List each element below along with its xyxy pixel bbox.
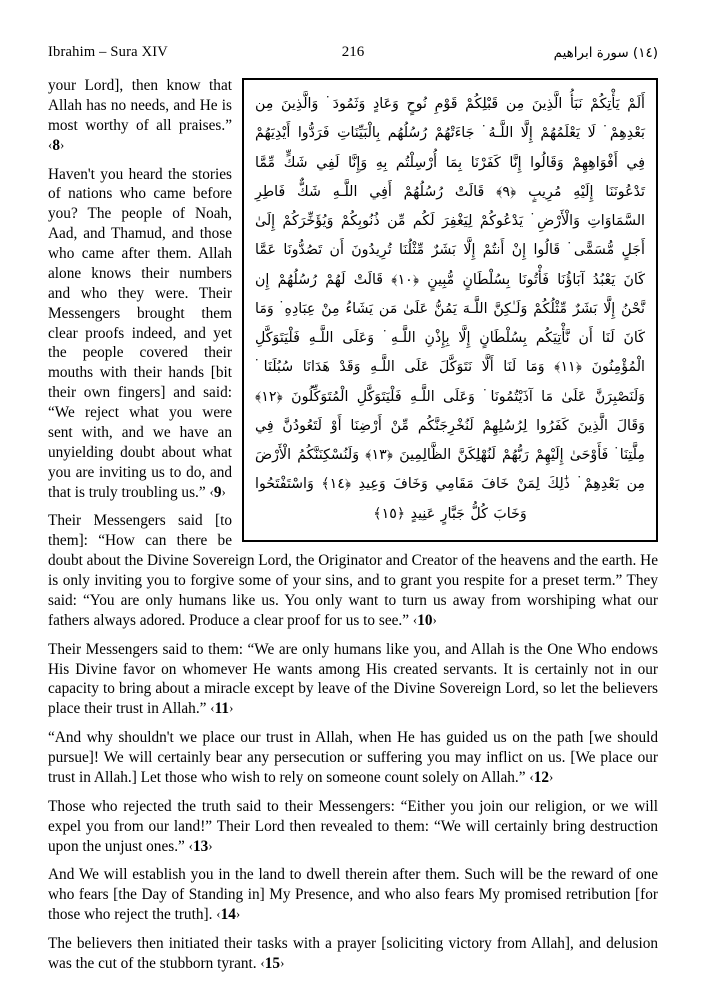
paragraph-text: And We will establish you in the land to dwell therein after them. Such will be the reward of one who fears [the Day of Standing in] My Presence, and who also fears My promised retribution [for those who reject the truth]. bbox=[48, 866, 658, 924]
paragraph-text: Those who rejected the truth said to their Messengers: “Either you join our religion, or we will expel you from our land!” Their Lord then revealed to them: “We will certainly bring destruction upon the unjust ones.” bbox=[48, 797, 658, 855]
verse-number-marker: ‹13› bbox=[188, 837, 213, 855]
arabic-quran-text bbox=[255, 90, 645, 529]
para-verse-13 bbox=[48, 797, 658, 857]
para-verse-11 bbox=[48, 640, 658, 720]
verse-number-marker: ‹12› bbox=[529, 768, 554, 786]
para-verse-14 bbox=[48, 865, 658, 925]
header-page-number: 216 bbox=[341, 44, 365, 60]
paragraph-text: Their Messengers said to them: “We are only humans like you, and Allah is the One Who endows His Divine favor on whomever He wants among His created servants. It is certainly not in our capacity to bring about a miracle except by leave of the Divine Sovereign Lord, so let the believers place their trust in Allah.” bbox=[48, 640, 658, 718]
verse-number-marker: ‹9› bbox=[209, 483, 226, 501]
verse-number-marker: ‹11› bbox=[210, 700, 234, 718]
paragraph-text: “And why shouldn't we place our trust in Allah, when He has guided us on the path [we should pursue]! We will certainly bear any persecution or suffering you may inflict on us. [We place our trust in Allah.] Let those who wish to rely on someone count solely on Allah.” bbox=[48, 729, 658, 786]
paragraph-text: Haven't you heard the stories of nations who came before you? The people of Noah, Aad, and Thamud, and those who came after them. Allah alone knows their numbers and who they were. Their Messengers brought them clear proofs indeed, and yet the people covered their mouths with their hands [bit their own fingers] and said: “We reject what you were sent with, and we have an unyielding doubt about what you are inviting us to do, and that is truly troubling us.” bbox=[48, 165, 232, 501]
verse-number-marker: ‹10› bbox=[412, 611, 437, 629]
header-arabic-sura-title: (١٤) سورة ابراهيم bbox=[553, 45, 658, 61]
arabic-text-run: أَلَمْ يَأْتِكُمْ نَبَأُ الَّذِينَ مِن قَبْلِكُمْ قَوْمِ نُوحٍ وَعَادٍ وَثَمُودَ ۬ وَالَّذِينَ مِن بَعْدِهِمْ ۬ لَا يَعْلَمُهُمْ إِلَّا اللَّـهُ ۬ جَاءَتْهُمْ رُسُلُهُم بِالْبَيِّنَاتِ فَرَدُّوا أَيْدِيَهُمْ فِي أَفْوَاهِهِمْ وَقَالُوا إِنَّا كَفَرْنَا بِمَا أُرْسِلْتُم بِهِ وَإِنَّا لَفِي شَكٍّ مِّمَّا تَدْعُونَنَا إِلَيْهِ مُرِيبٍ ﴿٩﴾ قَالَتْ رُسُلُهُمْ أَفِي اللَّـهِ شَكٌّ فَاطِرِ السَّمَاوَاتِ وَالْأَرْضِ ۬ يَدْعُوكُمْ لِيَغْفِرَ لَكُم مِّن ذُنُوبِكُمْ وَيُؤَخِّرَكُمْ إِلَىٰ أَجَلٍ مُّسَمًّى ۬ قَالُوا إِنْ أَنتُمْ إِلَّا بَشَرٌ مِّثْلُنَا تُرِيدُونَ أَن تَصُدُّونَا عَمَّا كَانَ يَعْبُدُ آبَاؤُنَا فَأْتُونَا بِسُلْطَانٍ مُّبِينٍ ﴿١٠﴾ قَالَتْ لَهُمْ رُسُلُهُمْ إِن نَّحْنُ إِلَّا بَشَرٌ مِّثْلُكُمْ وَلَـٰكِنَّ اللَّـهَ يَمُنُّ عَلَىٰ مَن يَشَاءُ مِنْ عِبَادِهِ ۬ وَمَا كَانَ لَنَا أَن نَّأْتِيَكُم بِسُلْطَانٍ إِلَّا بِإِذْنِ اللَّـهِ ۬ وَعَلَى اللَّـهِ فَلْيَتَوَكَّلِ الْمُؤْمِنُونَ ﴿١١﴾ وَمَا لَنَا أَلَّا نَتَوَكَّلَ عَلَى اللَّـهِ وَقَدْ هَدَانَا سُبُلَنَا ۬ وَلَنَصْبِرَنَّ عَلَىٰ مَا آذَيْتُمُونَا ۬ وَعَلَى اللَّـهِ فَلْيَتَوَكَّلِ الْمُتَوَكِّلُونَ ﴿١٢﴾ وَقَالَ الَّذِينَ كَفَرُوا لِرُسُلِهِمْ لَنُخْرِجَنَّكُم مِّنْ أَرْضِنَا أَوْ لَتَعُودُنَّ فِي مِلَّتِنَا ۬ فَأَوْحَىٰ إِلَيْهِمْ رَبُّهُمْ لَنُهْلِكَنَّ الظَّالِمِينَ ﴿١٣﴾ وَلَنُسْكِنَنَّكُمُ الْأَرْضَ مِن بَعْدِهِمْ ۬ ذَٰلِكَ لِمَنْ خَافَ مَقَامِي وَخَافَ وَعِيدِ ﴿١٤﴾ وَاسْتَفْتَحُوا وَخَابَ كُلُّ جَبَّارٍ عَنِيدٍ ﴿١٥﴾ bbox=[255, 96, 645, 522]
page-content bbox=[48, 76, 658, 974]
paragraph-text: Their Messengers said [to them]: “How can there be doubt about the Divine Sovereign Lord, the Originator and Creator of the heavens and the earth. He is only inviting you to forgive some of your sins, and to grant you respite for a preset term.” They said: “You are only humans like us. You only want to turn us away from worshiping what our fathers always adored. Produce a clear proof for us to see.” bbox=[48, 512, 658, 629]
paragraph-text: your Lord], then know that Allah has no needs, and He is most worthy of all praises.” bbox=[48, 77, 232, 134]
arabic-quran-box bbox=[242, 78, 658, 542]
para-verse-15 bbox=[48, 934, 658, 974]
para-verse-12 bbox=[48, 728, 658, 788]
verse-number-marker: ‹8› bbox=[48, 136, 65, 154]
verse-number-marker: ‹14› bbox=[216, 906, 241, 924]
verse-number-marker: ‹15› bbox=[260, 954, 285, 972]
header-sura-title: Ibrahim – Sura XIV bbox=[48, 44, 168, 60]
paragraph-text: The believers then initiated their tasks with a prayer [soliciting victory from Allah], and delusion was the cut of the stubborn tyrant. bbox=[48, 935, 658, 972]
running-header bbox=[48, 44, 658, 66]
